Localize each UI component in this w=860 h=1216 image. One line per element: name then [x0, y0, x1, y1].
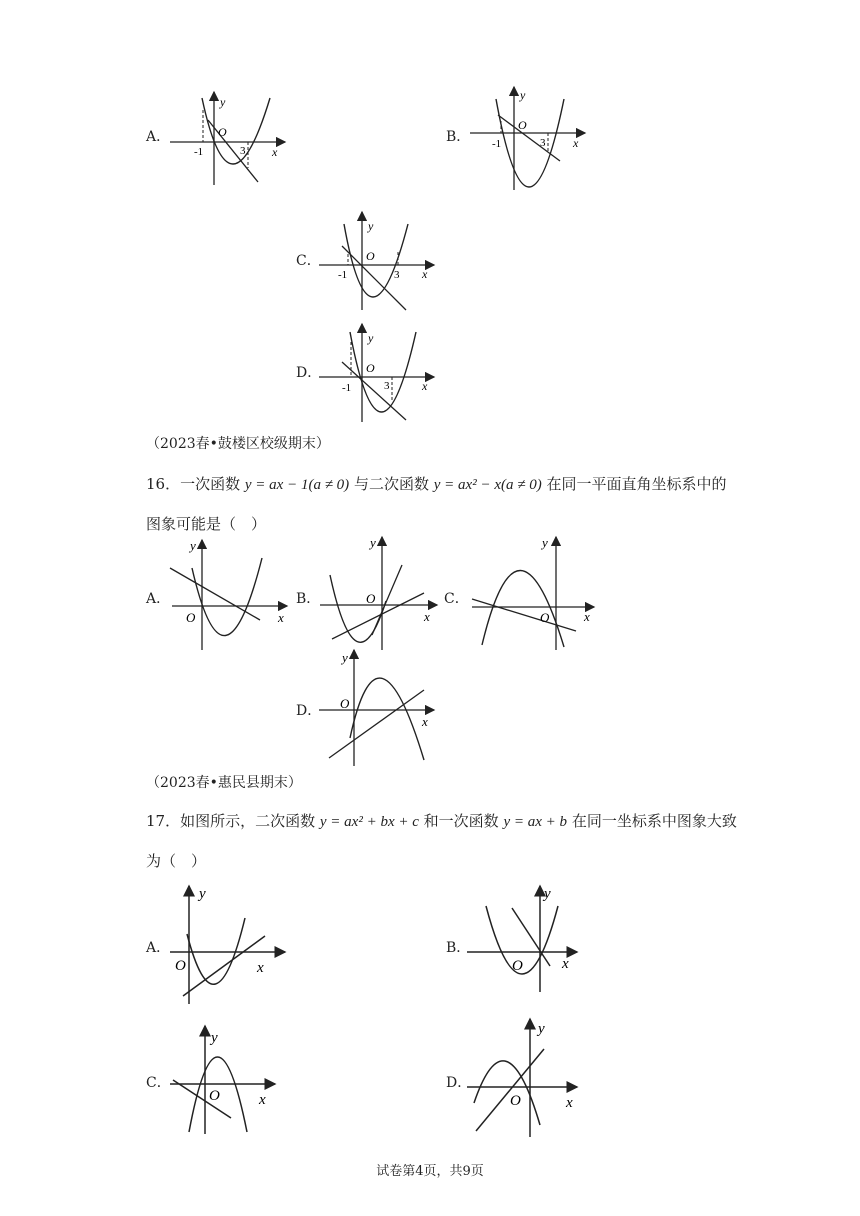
q16-graph-c	[464, 535, 599, 653]
line	[170, 568, 260, 620]
q17-text-c: 在同一坐标系中图象大致	[571, 812, 737, 830]
origin-label: O	[366, 249, 375, 263]
y-label: y	[368, 219, 374, 233]
q16-option-d-label: D．	[296, 703, 322, 719]
parabola	[350, 678, 424, 760]
x-label: x	[272, 145, 278, 159]
q15-option-c-label: C．	[296, 253, 321, 269]
y-label: y	[370, 535, 376, 550]
origin-label: O	[366, 591, 376, 606]
q15-graph-a	[160, 90, 290, 195]
q16-eq2: y = ax² − x(a ≠ 0)	[433, 477, 542, 493]
origin-label: O	[186, 610, 196, 625]
q17-text-a: 如图所示，二次函数	[180, 812, 316, 830]
q16-option-a-label: A．	[146, 591, 171, 607]
q16-graph-d	[314, 648, 444, 768]
y-label: y	[199, 886, 206, 902]
x-label: x	[259, 1092, 266, 1108]
q16-option-b-label: B．	[296, 591, 321, 607]
line	[183, 936, 265, 996]
q17-source: （2023春•惠民县期末）	[146, 775, 302, 791]
q16-number: 16．	[146, 475, 181, 493]
q17-number: 17．	[146, 812, 181, 830]
line	[476, 1049, 544, 1131]
origin-label: O	[512, 958, 523, 974]
parabola-right	[372, 565, 402, 635]
q16-line1	[146, 473, 727, 494]
y-label: y	[342, 650, 348, 665]
parabola	[187, 918, 245, 984]
q17-option-a-label: A．	[146, 940, 171, 956]
q15-graph-c	[314, 210, 439, 315]
origin-label: O	[540, 610, 550, 625]
q17-option-d-label: D．	[446, 1075, 472, 1091]
x-label: x	[422, 379, 428, 393]
q17-graph-d	[462, 1015, 587, 1140]
y-label: y	[538, 1021, 545, 1037]
y-label: y	[211, 1030, 218, 1046]
line	[208, 120, 258, 182]
x-label: x	[424, 609, 430, 624]
y-label: y	[520, 88, 526, 102]
q16-eq1: y = ax − 1(a ≠ 0)	[244, 477, 350, 493]
x-label: x	[422, 267, 428, 281]
neg-label: -1	[492, 138, 502, 150]
x-label: x	[584, 609, 590, 624]
x-label: x	[422, 714, 428, 729]
page-footer: 试卷第4页，共9页	[376, 1164, 484, 1179]
q15-option-b-label: B．	[446, 129, 471, 145]
pos-label: 3	[384, 380, 390, 392]
y-label: y	[368, 331, 374, 345]
parabola	[496, 99, 564, 187]
q17-eq2: y = ax + b	[503, 814, 568, 830]
neg-label: -1	[342, 382, 352, 394]
pos-label: 3	[240, 145, 246, 157]
pos-label: 3	[540, 137, 546, 149]
x-label: x	[257, 960, 264, 976]
q16-source: （2023春•鼓楼区校级期末）	[146, 436, 330, 452]
y-label: y	[190, 538, 196, 553]
parabola	[344, 224, 408, 297]
parabola	[330, 575, 386, 642]
q17-eq1: y = ax² + bx + c	[319, 814, 419, 830]
pos-label: 3	[394, 269, 400, 281]
x-label: x	[566, 1095, 573, 1111]
q15-graph-b	[460, 85, 590, 195]
q16-line2: 图象可能是（ ）	[146, 515, 267, 533]
line	[173, 1080, 231, 1118]
y-label: y	[544, 886, 551, 902]
x-label: x	[562, 956, 569, 972]
line	[498, 115, 560, 161]
q15-option-a-label: A．	[146, 129, 171, 145]
q17-graph-a	[165, 882, 290, 1007]
q16-graph-a	[162, 538, 292, 653]
origin-label: O	[175, 958, 186, 974]
neg-label: -1	[338, 269, 348, 281]
origin-label: O	[366, 361, 375, 375]
origin-label: O	[218, 125, 227, 139]
x-label: x	[573, 136, 579, 150]
origin-label: O	[209, 1088, 220, 1104]
q16-text-b: 与二次函数	[353, 475, 429, 493]
neg-label: -1	[194, 146, 204, 158]
q16-graph-b	[312, 535, 442, 653]
origin-label: O	[510, 1093, 521, 1109]
q16-text-c: 在同一平面直角坐标系中的	[546, 475, 727, 493]
y-label: y	[542, 535, 548, 550]
q17-text-b: 和一次函数	[423, 812, 499, 830]
q17-graph-b	[462, 882, 587, 997]
q17-graph-c	[165, 1022, 290, 1137]
q17-option-c-label: C．	[146, 1075, 171, 1091]
y-label: y	[220, 95, 226, 109]
q17-option-b-label: B．	[446, 940, 471, 956]
origin-label: O	[340, 696, 350, 711]
q15-graph-d	[314, 322, 439, 427]
q16-option-c-label: C．	[444, 591, 469, 607]
q17-line2: 为（ ）	[146, 852, 207, 870]
parabola	[482, 570, 564, 647]
q16-text-a: 一次函数	[180, 475, 241, 493]
q15-option-d-label: D．	[296, 365, 322, 381]
q17-line1	[146, 810, 737, 831]
line	[332, 593, 424, 639]
origin-label: O	[518, 118, 527, 132]
x-label: x	[278, 610, 284, 625]
